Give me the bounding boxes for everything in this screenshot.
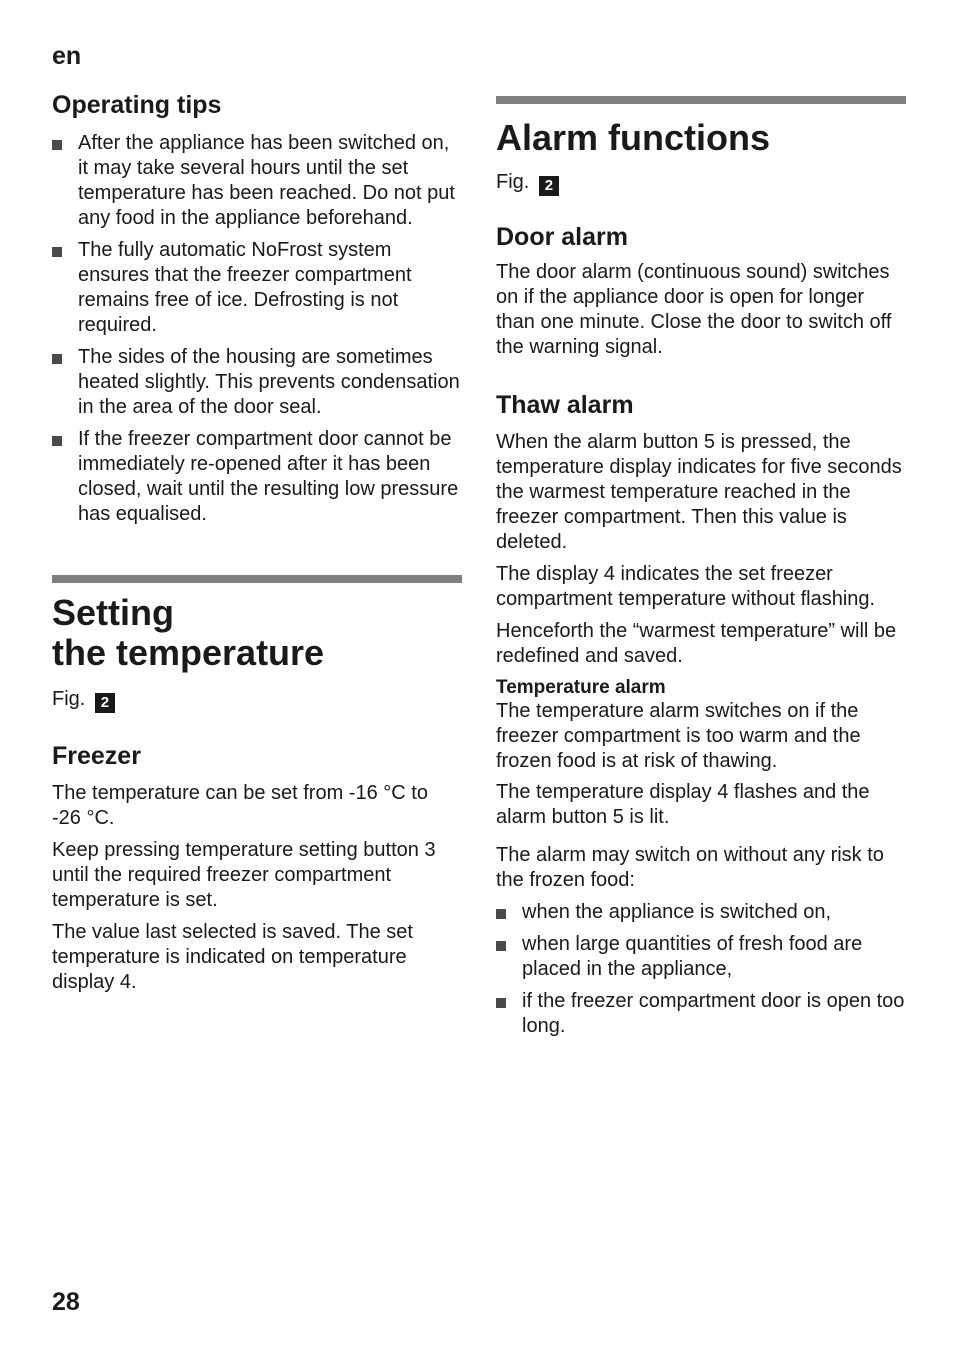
thaw-alarm-heading: Thaw alarm [496, 391, 634, 419]
door-alarm-heading: Door alarm [496, 223, 628, 251]
section-divider [52, 575, 462, 583]
operating-tips-list [52, 131, 462, 527]
list-item-text: The sides of the housing are sometimes heated slightly. This prevents condensation in the area of the door seal. [78, 346, 460, 418]
thaw-alarm-paragraph-2: The display 4 indicates the set freezer compartment temperature without flashing. [496, 563, 876, 610]
fig-label: Fig. [52, 688, 86, 710]
section-divider [496, 96, 906, 104]
bullet-icon [52, 354, 62, 364]
freezer-paragraph-3: The value last selected is saved. The set temperature is indicated on temperature display 4. [52, 921, 413, 993]
list-item-text: when the appliance is switched on, [522, 901, 832, 923]
temperature-alarm-paragraph-3: The alarm may switch on without any risk to the frozen food: [496, 844, 884, 891]
thaw-alarm-paragraph-1: When the alarm button 5 is pressed, the temperature display indicates for five seconds the warmest temperature reached in the freezer compartment. Then this value is deleted. [496, 431, 902, 553]
bullet-icon [496, 998, 506, 1008]
list-item-text: If the freezer compartment door cannot be immediately re-opened after it has been closed, wait until the resulting low pressure has equalised. [78, 428, 459, 525]
freezer-heading: Freezer [52, 742, 141, 770]
temperature-alarm-heading: Temperature alarm [496, 677, 666, 698]
list-item-text: if the freezer compartment door is open too long. [522, 990, 905, 1037]
heading-line-2: the temperature [52, 632, 325, 673]
list-item [52, 345, 462, 420]
bullet-icon [52, 436, 62, 446]
language-label: en [52, 42, 82, 70]
heading-line-1: Setting [52, 592, 174, 633]
bullet-icon [496, 909, 506, 919]
list-item-text: The fully automatic NoFrost system ensures that the freezer compartment remains free of ice. Defrosting is not required. [78, 239, 412, 336]
alarm-functions-heading: Alarm functions [496, 117, 771, 158]
temperature-alarm-paragraph-1: The temperature alarm switches on if the freezer compartment is too warm and the frozen food is at risk of thawing. [496, 700, 861, 772]
setting-temperature-heading [52, 593, 462, 673]
list-item [52, 238, 462, 338]
temperature-alarm-paragraph-2: The temperature display 4 flashes and the alarm button 5 is lit. [496, 781, 870, 828]
figure-reference [52, 687, 462, 713]
list-item [52, 427, 462, 527]
page-number: 28 [52, 1288, 80, 1316]
bullet-icon [52, 247, 62, 257]
list-item-text: After the appliance has been switched on, it may take several hours until the set temperature has been reached. Do not put any food in the appliance beforehand. [78, 132, 455, 229]
bullet-icon [496, 941, 506, 951]
left-column [52, 88, 462, 995]
fig-label: Fig. [496, 171, 530, 193]
operating-tips-heading: Operating tips [52, 91, 222, 119]
freezer-paragraph-2: Keep pressing temperature setting button 3 until the required freezer compartment temperature is set. [52, 839, 436, 911]
figure-number-icon: 2 [539, 176, 559, 196]
door-alarm-paragraph: The door alarm (continuous sound) switches on if the appliance door is open for longer than one minute. Close the door to switch off the warning signal. [496, 261, 892, 358]
list-item-text: when large quantities of fresh food are placed in the appliance, [522, 933, 863, 980]
right-column [496, 96, 906, 1039]
figure-number-icon: 2 [95, 693, 115, 713]
list-item [496, 900, 906, 925]
list-item [52, 131, 462, 231]
temperature-alarm-list [496, 900, 906, 1039]
list-item [496, 932, 906, 982]
bullet-icon [52, 140, 62, 150]
freezer-paragraph-1: The temperature can be set from -16 °C to -26 °C. [52, 782, 428, 829]
figure-reference [496, 170, 906, 196]
thaw-alarm-paragraph-3: Henceforth the “warmest temperature” will be redefined and saved. [496, 620, 897, 667]
list-item [496, 989, 906, 1039]
